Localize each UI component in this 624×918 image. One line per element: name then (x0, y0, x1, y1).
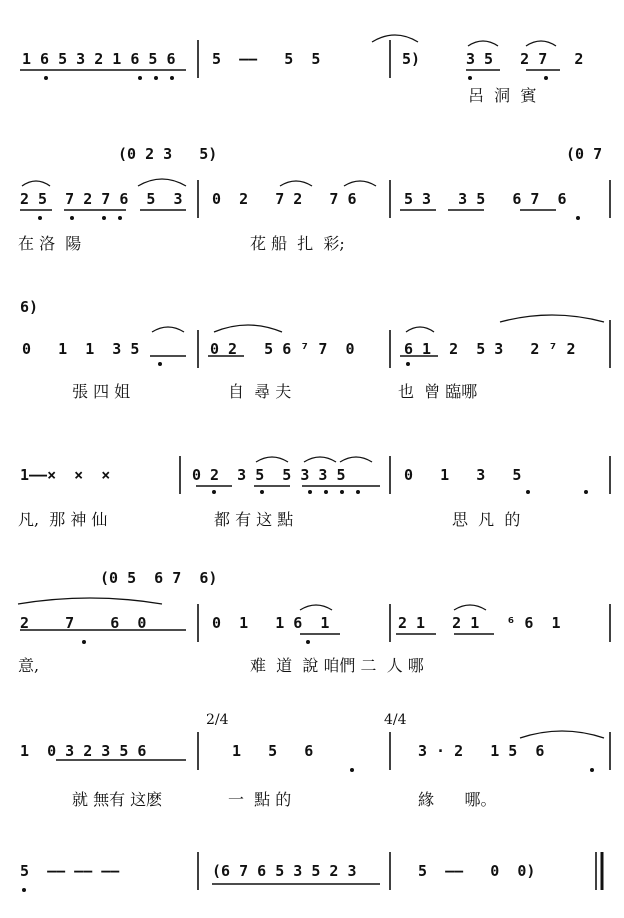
ties (18, 35, 604, 738)
notes-r5p: (0 5 6 7 6) (100, 569, 218, 587)
notes-r3p: 6) (20, 298, 39, 316)
lyric-l6a: 就 無有 这麽 (72, 790, 163, 809)
octave-dots (22, 76, 594, 892)
time-signature-2-4: 2/4 (206, 712, 229, 728)
notes-r3b: 0 2 5 6 ⁷ 7 0 (210, 340, 355, 358)
notes-r6c: 3 · 2 1 5 6 (418, 742, 545, 760)
notes-r2p2: (0 7 (566, 145, 603, 163)
lyric-l6c: 緣 哪。 (418, 790, 497, 809)
notes-r2p1: (0 2 3 5) (118, 145, 218, 163)
lyric-l3b: 自 尋 夫 (228, 382, 292, 401)
lyric-l5a: 意, (18, 656, 40, 675)
notes-r1c: 5) (402, 50, 421, 68)
notes-r7b: (6 7 6 5 3 5 2 3 (212, 862, 357, 880)
lyric-l2b: 花 船 扎 彩; (250, 234, 345, 253)
lyric-l4a: 凡, 那 神 仙 (18, 510, 108, 529)
underlines (20, 70, 560, 884)
notes-r5c: 2 1 2 1 ⁶ 6 1 (398, 614, 561, 632)
notes-r3a: 0 1 1 3 5 (22, 340, 140, 358)
notes-r4c: 0 1 3 5 (404, 466, 522, 484)
notes-r5a: 2 7 6 0 (20, 614, 147, 632)
notes-r4a: 1——× × × (20, 466, 111, 484)
lyric-l4c: 思 凡 的 (452, 510, 521, 529)
lyric-l2a: 在 洛 陽 (18, 234, 82, 253)
lyric-l3a: 張 四 姐 (72, 382, 131, 401)
notes-r3c: 6 1 2 5 3 2 ⁷ 2 (404, 340, 576, 358)
lyric-l4b: 都 有 这 點 (214, 510, 294, 529)
lyric-l5b: 难 道 說 咱們 二 人 哪 (250, 656, 424, 675)
notes-r1d: 3 5 2 7 2 (466, 50, 584, 68)
notes-r1a: 1 6 5 3 2 1 6 5 6 (22, 50, 176, 68)
notes-r5b: 0 1 1 6 1 (212, 614, 330, 632)
notes-r6a: 1 0 3 2 3 5 6 (20, 742, 147, 760)
notes-r2b: 0 2 7 2 7 6 (212, 190, 357, 208)
barlines (180, 40, 610, 890)
notes-r2c: 5 3 3 5 6 7 6 (404, 190, 567, 208)
lyric-l1a: 呂 洞 賓 (468, 86, 537, 105)
lyric-l3c: 也 曾 臨哪 (398, 382, 478, 401)
time-signature-4-4: 4/4 (384, 712, 407, 728)
notes-r1b: 5 —— 5 5 (212, 50, 321, 68)
notes-r7c: 5 —— 0 0) (418, 862, 536, 880)
lyric-l6b: 一 點 的 (228, 790, 292, 809)
notes-r7a: 5 —— —— —— (20, 862, 120, 880)
notes-r2a: 2 5 7 2 7 6 5 3 (20, 190, 183, 208)
notes-r4b: 0 2 3 5 5 3 3 5 (192, 466, 346, 484)
notes-r6b: 1 5 6 (232, 742, 314, 760)
